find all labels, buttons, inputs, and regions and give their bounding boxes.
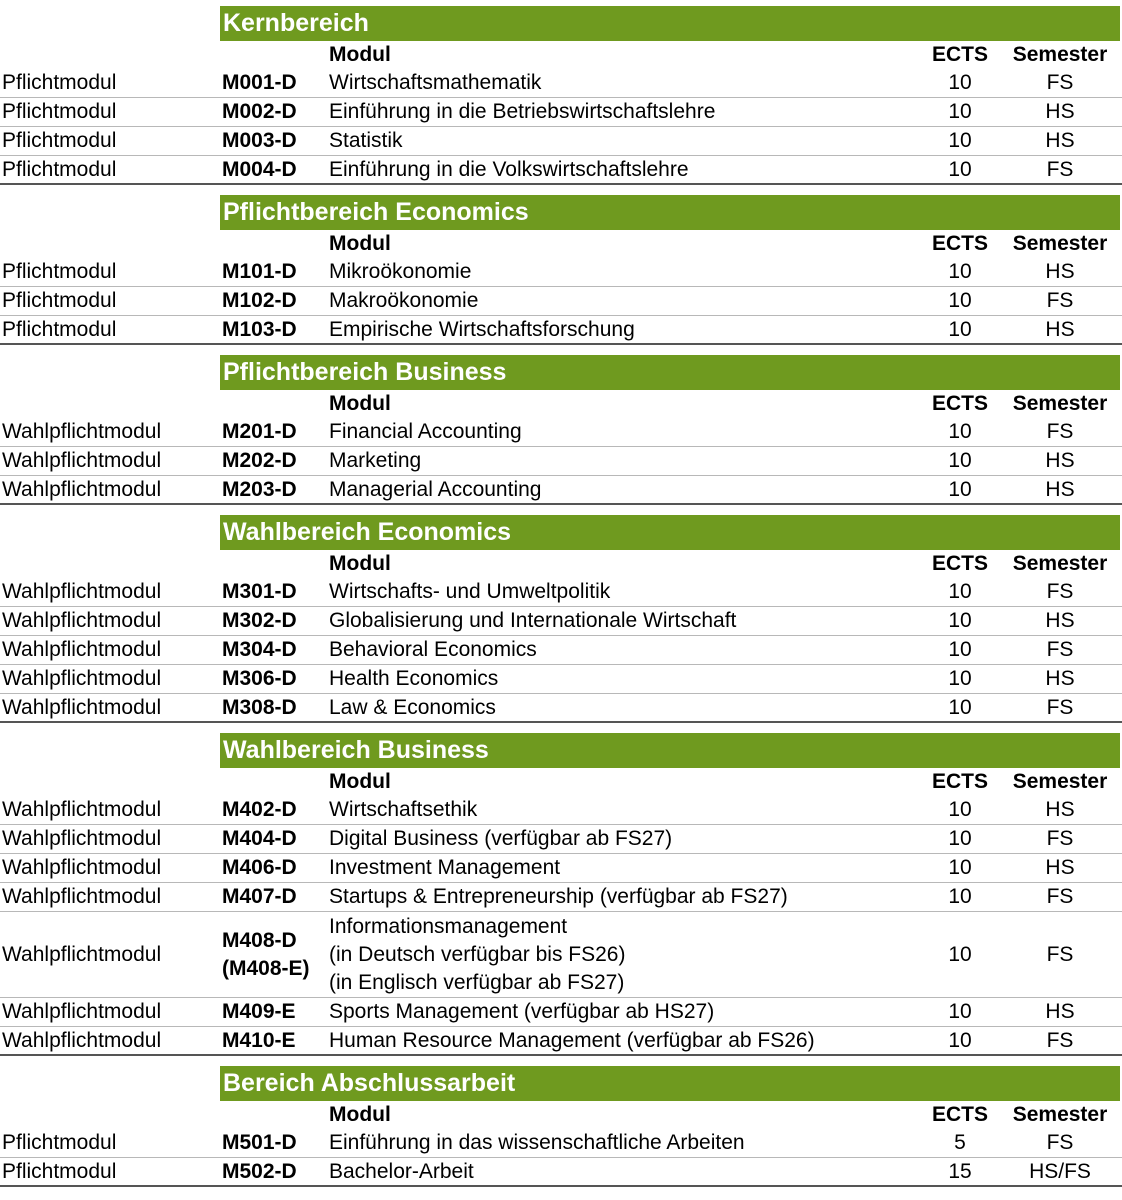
module-code-line: M501-D — [222, 1131, 297, 1154]
module-semester: FS — [1046, 289, 1074, 312]
module-type: Pflichtmodul — [2, 100, 117, 123]
module-section — [0, 733, 1122, 1056]
module-ects: 10 — [948, 667, 972, 690]
module-name — [327, 796, 920, 824]
module-code — [220, 69, 327, 97]
module-ects: 10 — [948, 420, 972, 443]
module-section — [0, 195, 1122, 345]
module-row — [0, 607, 1122, 636]
column-header-semester: Semester — [1012, 392, 1108, 415]
module-code-line: (M408-E) — [222, 956, 310, 980]
module-code-line: M102-D — [222, 289, 297, 312]
module-name-line: (in Englisch verfügbar ab FS27) — [329, 970, 625, 994]
module-type: Wahlpflichtmodul — [2, 609, 162, 632]
module-name — [327, 287, 920, 315]
module-semester: HS — [1045, 667, 1075, 690]
module-semester: HS/FS — [1029, 1159, 1091, 1183]
module-name — [327, 156, 920, 184]
module-ects: 10 — [948, 885, 972, 908]
module-name-line: (in Deutsch verfügbar bis FS26) — [329, 942, 626, 966]
module-code — [220, 607, 327, 635]
module-name-line: Wirtschafts- und Umweltpolitik — [329, 580, 611, 603]
module-section — [0, 515, 1122, 723]
module-type: Wahlpflichtmodul — [2, 580, 162, 603]
module-name — [327, 447, 920, 475]
column-header-ects: ECTS — [931, 770, 988, 793]
module-section — [0, 1066, 1122, 1187]
module-type: Wahlpflichtmodul — [2, 667, 162, 690]
module-name — [327, 1158, 920, 1186]
module-code — [220, 1129, 327, 1157]
module-type: Pflichtmodul — [2, 289, 117, 312]
module-ects: 10 — [948, 317, 972, 341]
module-name-line: Marketing — [329, 449, 422, 472]
module-row — [0, 825, 1122, 854]
column-header-row — [0, 41, 1122, 69]
module-name-line: Einführung in das wissenschaftliche Arbeiten — [329, 1131, 745, 1154]
module-name-line: Investment Management — [329, 856, 561, 879]
module-name-line: Empirische Wirtschaftsforschung — [329, 317, 635, 341]
section-title: Bereich Abschlussarbeit — [220, 1066, 1120, 1101]
module-code-line: M308-D — [222, 695, 297, 719]
module-semester: FS — [1046, 942, 1074, 966]
module-name-line: Makroökonomie — [329, 289, 479, 312]
module-row — [0, 883, 1122, 912]
module-name-line: Startups & Entrepreneurship (verfügbar ab FS27) — [329, 885, 788, 908]
module-name — [327, 316, 920, 344]
module-code — [220, 418, 327, 446]
module-type: Wahlpflichtmodul — [2, 827, 162, 850]
module-row — [0, 1158, 1122, 1187]
module-code-line: M404-D — [222, 827, 297, 850]
module-name — [327, 883, 920, 911]
module-semester: FS — [1046, 157, 1074, 181]
column-header-modul: Modul — [329, 1103, 391, 1126]
module-code — [220, 316, 327, 344]
module-code-line: M002-D — [222, 100, 297, 123]
module-name-line: Human Resource Management (verfügbar ab FS26) — [329, 1028, 815, 1052]
module-row — [0, 578, 1122, 607]
module-name — [327, 913, 920, 997]
module-ects: 10 — [948, 477, 972, 501]
module-type: Wahlpflichtmodul — [2, 856, 162, 879]
module-ects: 10 — [948, 129, 972, 152]
module-ects: 10 — [948, 798, 972, 821]
module-type: Pflichtmodul — [2, 157, 117, 181]
column-header-ects: ECTS — [931, 552, 988, 575]
module-row — [0, 636, 1122, 665]
module-ects: 10 — [948, 1028, 972, 1052]
module-code — [220, 447, 327, 475]
module-semester: FS — [1046, 580, 1074, 603]
module-name-line: Managerial Accounting — [329, 477, 542, 501]
module-semester: FS — [1046, 420, 1074, 443]
module-name — [327, 607, 920, 635]
module-ects: 10 — [948, 695, 972, 719]
module-code — [220, 287, 327, 315]
module-ects: 10 — [948, 638, 972, 661]
module-type: Wahlpflichtmodul — [2, 798, 162, 821]
module-code — [220, 854, 327, 882]
module-row — [0, 476, 1122, 505]
module-ects: 10 — [948, 100, 972, 123]
module-row — [0, 665, 1122, 694]
module-code-line: M301-D — [222, 580, 297, 603]
module-name — [327, 694, 920, 722]
module-ects: 10 — [948, 289, 972, 312]
module-name — [327, 98, 920, 126]
module-type: Pflichtmodul — [2, 1131, 117, 1154]
module-name-line: Law & Economics — [329, 695, 496, 719]
module-code — [220, 636, 327, 664]
module-semester: HS — [1045, 317, 1075, 341]
module-type: Wahlpflichtmodul — [2, 477, 162, 501]
column-header-row — [0, 390, 1122, 418]
module-code — [220, 883, 327, 911]
module-name — [327, 476, 920, 504]
module-code — [220, 127, 327, 155]
module-semester: HS — [1045, 856, 1075, 879]
module-ects: 5 — [954, 1131, 966, 1154]
module-semester: FS — [1046, 885, 1074, 908]
module-name-line: Wirtschaftsmathematik — [329, 71, 542, 94]
module-code — [220, 825, 327, 853]
module-row — [0, 998, 1122, 1027]
module-name-line: Einführung in die Volkswirtschaftslehre — [329, 157, 689, 181]
column-header-ects: ECTS — [931, 1103, 988, 1126]
module-ects: 10 — [948, 609, 972, 632]
module-row — [0, 156, 1122, 185]
module-name — [327, 578, 920, 606]
module-name — [327, 258, 920, 286]
module-row — [0, 447, 1122, 476]
module-code — [220, 98, 327, 126]
module-row — [0, 418, 1122, 447]
module-ects: 10 — [948, 942, 972, 966]
module-semester: HS — [1045, 1000, 1075, 1023]
column-header-ects: ECTS — [931, 392, 988, 415]
module-name-line: Health Economics — [329, 667, 499, 690]
module-row — [0, 1027, 1122, 1056]
module-ects: 10 — [948, 449, 972, 472]
module-code-line: M004-D — [222, 157, 297, 181]
module-code — [220, 665, 327, 693]
module-code — [220, 1027, 327, 1055]
module-name — [327, 1129, 920, 1157]
module-code — [220, 258, 327, 286]
module-code-line: M407-D — [222, 885, 297, 908]
module-type: Wahlpflichtmodul — [2, 1028, 162, 1052]
module-ects: 10 — [948, 1000, 972, 1023]
module-name — [327, 636, 920, 664]
module-row — [0, 98, 1122, 127]
module-semester: FS — [1046, 827, 1074, 850]
module-semester: HS — [1045, 100, 1075, 123]
module-type: Wahlpflichtmodul — [2, 638, 162, 661]
module-name-line: Sports Management (verfügbar ab HS27) — [329, 1000, 715, 1023]
column-header-modul: Modul — [329, 232, 391, 255]
module-name-line: Statistik — [329, 129, 403, 152]
module-semester: HS — [1045, 449, 1075, 472]
section-title: Pflichtbereich Business — [220, 355, 1120, 390]
module-code — [220, 694, 327, 722]
module-type: Pflichtmodul — [2, 317, 117, 341]
column-header-row — [0, 768, 1122, 796]
module-type: Pflichtmodul — [2, 1159, 117, 1183]
module-semester: HS — [1045, 129, 1075, 152]
module-code-line: M409-E — [222, 1000, 296, 1023]
module-code — [220, 1158, 327, 1186]
module-semester: HS — [1045, 798, 1075, 821]
module-ects: 10 — [948, 157, 972, 181]
module-code — [220, 796, 327, 824]
module-code-line: M410-E — [222, 1028, 296, 1052]
column-header-row — [0, 1101, 1122, 1129]
module-name-line: Digital Business (verfügbar ab FS27) — [329, 827, 673, 850]
module-code-line: M402-D — [222, 798, 297, 821]
module-row — [0, 854, 1122, 883]
module-type: Pflichtmodul — [2, 260, 117, 283]
module-row — [0, 127, 1122, 156]
module-code — [220, 998, 327, 1026]
module-type: Pflichtmodul — [2, 129, 117, 152]
module-ects: 10 — [948, 71, 972, 94]
module-semester: HS — [1045, 609, 1075, 632]
module-semester: FS — [1046, 1131, 1074, 1154]
module-code-line: M203-D — [222, 477, 297, 501]
module-type: Wahlpflichtmodul — [2, 885, 162, 908]
column-header-row — [0, 550, 1122, 578]
column-header-semester: Semester — [1012, 552, 1108, 575]
column-header-semester: Semester — [1012, 232, 1108, 255]
section-title: Kernbereich — [220, 6, 1120, 41]
module-row — [0, 694, 1122, 723]
module-row — [0, 796, 1122, 825]
module-code-line: M302-D — [222, 609, 297, 632]
module-name-line: Informationsmanagement — [329, 914, 568, 938]
module-name — [327, 1027, 920, 1055]
module-name — [327, 825, 920, 853]
module-code-line: M202-D — [222, 449, 297, 472]
module-type: Wahlpflichtmodul — [2, 695, 162, 719]
column-header-ects: ECTS — [931, 232, 988, 255]
module-code-line: M502-D — [222, 1159, 297, 1183]
module-code — [220, 578, 327, 606]
module-type: Wahlpflichtmodul — [2, 1000, 162, 1023]
column-header-modul: Modul — [329, 770, 391, 793]
module-name-line: Financial Accounting — [329, 420, 522, 443]
module-ects: 10 — [948, 260, 972, 283]
column-header-semester: Semester — [1012, 770, 1108, 793]
column-header-ects: ECTS — [931, 43, 988, 66]
module-semester: FS — [1046, 1028, 1074, 1052]
module-code-line: M201-D — [222, 420, 297, 443]
module-row — [0, 316, 1122, 345]
module-type: Wahlpflichtmodul — [2, 420, 162, 443]
module-semester: FS — [1046, 695, 1074, 719]
module-code-line: M406-D — [222, 856, 297, 879]
module-name-line: Behavioral Economics — [329, 638, 537, 661]
module-section — [0, 6, 1122, 185]
module-code — [220, 927, 327, 983]
module-semester: HS — [1045, 260, 1075, 283]
module-semester: FS — [1046, 638, 1074, 661]
module-type: Wahlpflichtmodul — [2, 942, 162, 966]
module-row — [0, 1129, 1122, 1158]
section-title: Pflichtbereich Economics — [220, 195, 1120, 230]
module-ects: 10 — [948, 580, 972, 603]
module-code-line: M001-D — [222, 71, 297, 94]
module-name — [327, 418, 920, 446]
module-semester: HS — [1045, 477, 1075, 501]
column-header-modul: Modul — [329, 552, 391, 575]
column-header-row — [0, 230, 1122, 258]
module-row — [0, 69, 1122, 98]
column-header-modul: Modul — [329, 43, 391, 66]
module-code-line: M101-D — [222, 260, 297, 283]
module-ects: 10 — [948, 827, 972, 850]
module-name-line: Globalisierung und Internationale Wirtschaft — [329, 609, 737, 632]
module-code-line: M003-D — [222, 129, 297, 152]
module-type: Pflichtmodul — [2, 71, 117, 94]
module-code-line: M304-D — [222, 638, 297, 661]
module-name — [327, 854, 920, 882]
module-name-line: Bachelor-Arbeit — [329, 1159, 474, 1183]
section-title: Wahlbereich Business — [220, 733, 1120, 768]
section-title: Wahlbereich Economics — [220, 515, 1120, 550]
module-ects: 10 — [948, 856, 972, 879]
module-name — [327, 998, 920, 1026]
module-name-line: Wirtschaftsethik — [329, 798, 478, 821]
module-semester: FS — [1046, 71, 1074, 94]
module-name-line: Einführung in die Betriebswirtschaftslehre — [329, 100, 716, 123]
column-header-semester: Semester — [1012, 43, 1108, 66]
module-name — [327, 127, 920, 155]
module-section — [0, 355, 1122, 505]
module-code — [220, 476, 327, 504]
module-code-line: M103-D — [222, 317, 297, 341]
module-name-line: Mikroökonomie — [329, 260, 472, 283]
module-row — [0, 258, 1122, 287]
module-code-line: M306-D — [222, 667, 297, 690]
module-code — [220, 156, 327, 184]
module-type: Wahlpflichtmodul — [2, 449, 162, 472]
module-ects: 15 — [948, 1159, 972, 1183]
column-header-semester: Semester — [1012, 1103, 1108, 1126]
module-row — [0, 287, 1122, 316]
module-code-line: M408-D — [222, 928, 297, 952]
module-name — [327, 69, 920, 97]
module-row — [0, 912, 1122, 998]
column-header-modul: Modul — [329, 392, 391, 415]
module-name — [327, 665, 920, 693]
